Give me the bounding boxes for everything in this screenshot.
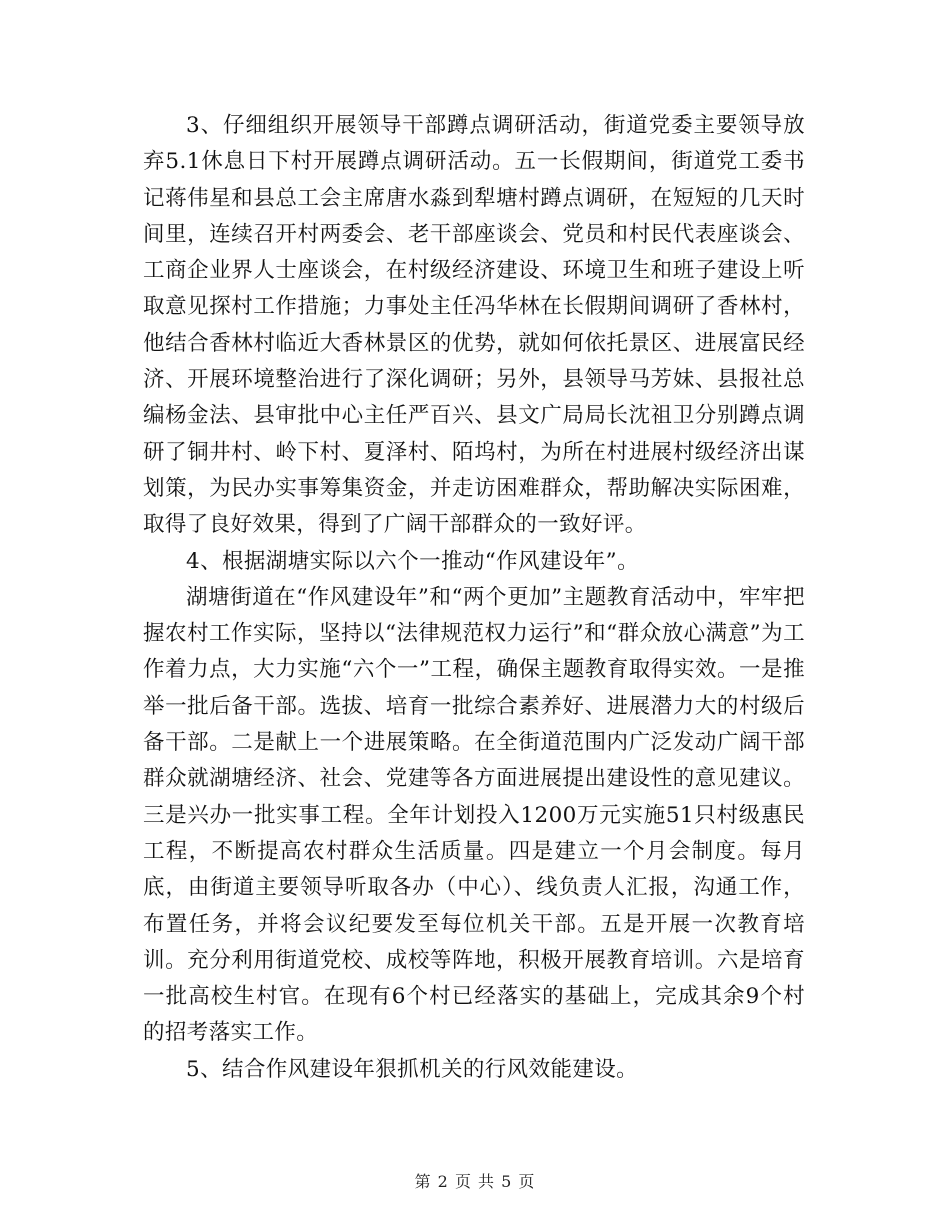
- page-number-footer: 第 2 页 共 5 页: [414, 1172, 536, 1191]
- paragraph-4-body: 湖塘街道在“作风建设年”和“两个更加”主题教育活动中，牢牢把握农村工作实际，坚持以“法律规范权力运行”和“群众放心满意”为工作着力点，大力实施“六个一”工程，确保主题教育取得实效。一是推举一批后备干部。选拔、培育一批综合素养好、进展潜力大的村级后备干部。二是献上一个进展策略。在全街道范围内广泛发动广阔干部群众就湖塘经济、社会、党建等各方面进展提出建设性的意见建议。三是兴办一批实事工程。全年计划投入1200万元实施51只村级惠民工程，不断提高农村群众生活质量。四是建立一个月会制度。每月底，由街道主要领导听取各办（中心）、线负责人汇报，沟通工作，布置任务，并将会议纪要发至每位机关干部。五是开展一次教育培训。充分利用街道党校、成校等阵地，积极开展教育培训。六是培育一批高校生村官。在现有6个村已经落实的基础上，完成其余9个村的招考落实工作。: [143, 584, 805, 1046]
- paragraph-5-heading: 5、结合作风建设年狠抓机关的行风效能建设。: [186, 1056, 639, 1082]
- paragraph-3-leadership-research: 3、仔细组织开展领导干部蹲点调研活动，街道党委主要领导放弃5.1休息日下村开展蹲点调研活动。五一长假期间，街道党工委书记蒋伟星和县总工会主席唐水淼到犁塘村蹲点调研，在短短的几天时间里，连续召开村两委会、老干部座谈会、党员和村民代表座谈会、工商企业界人士座谈会，在村级经济建设、环境卫生和班子建设上听取意见探村工作措施；力事处主任冯华林在长假期间调研了香林村，他结合香林村临近大香林景区的优势，就如何依托景区、进展富民经济、开展环境整治进行了深化调研；另外，县领导马芳妹、县报社总编杨金法、县审批中心主任严百兴、县文广局局长沈祖卫分别蹲点调研了铜井村、岭下村、夏泽村、陌坞村，为所在村进展村级经济出谋划策，为民办实事筹集资金，并走访困难群众，帮助解决实际困难，取得了良好效果，得到了广阔干部群众的一致好评。: [143, 113, 805, 538]
- paragraph-4-heading: 4、根据湖塘实际以六个一推动“作风建设年”。: [186, 548, 639, 574]
- document-body: [143, 108, 805, 1088]
